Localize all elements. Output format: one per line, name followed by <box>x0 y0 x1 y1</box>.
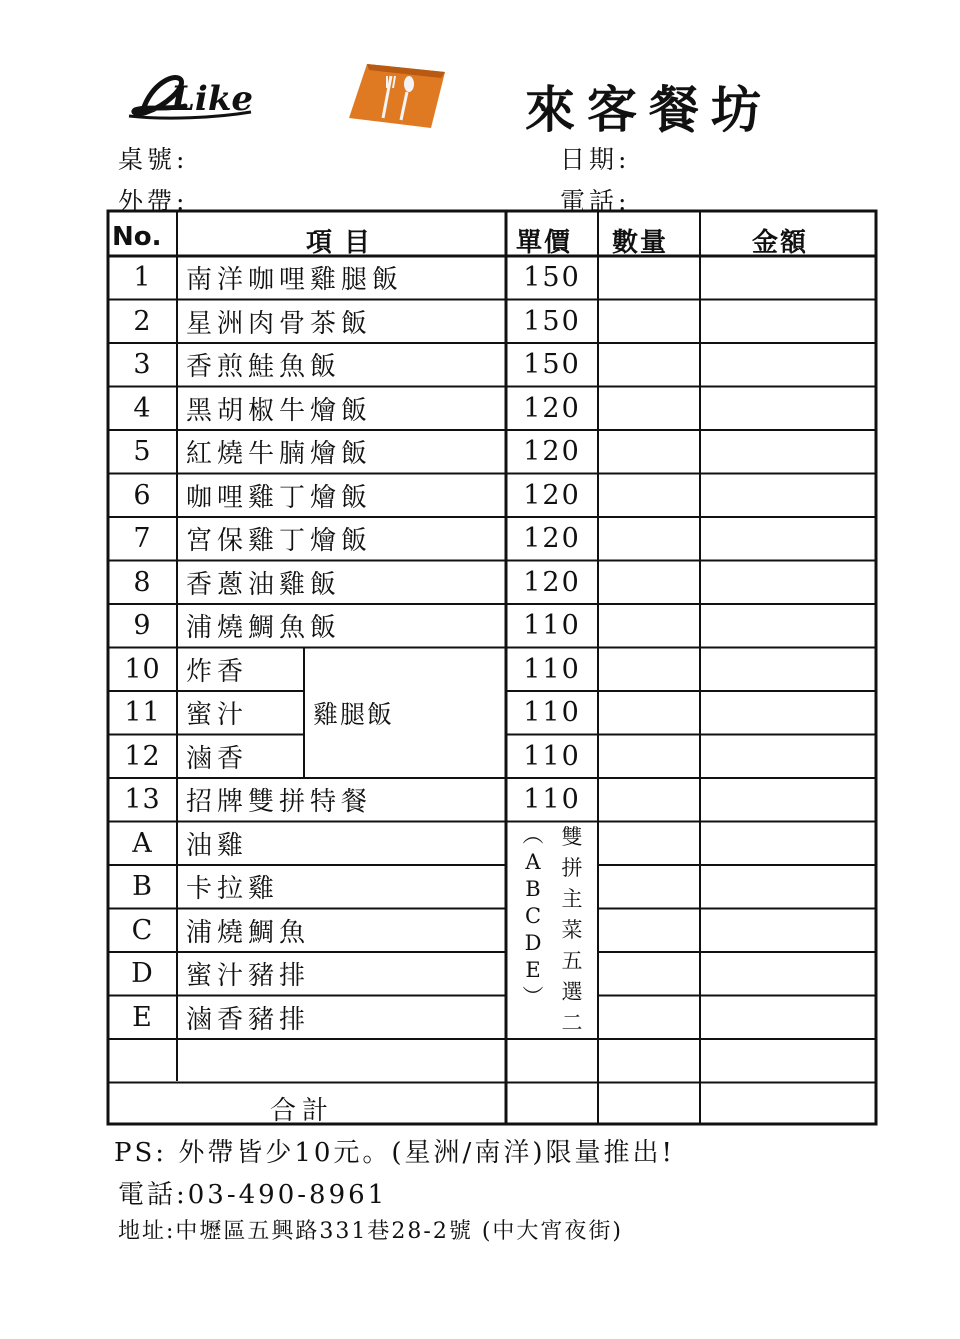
row-price: 110 <box>523 610 581 642</box>
combo-char: 雙 <box>561 825 583 849</box>
combo-note-letters <box>520 822 546 1011</box>
footer-address: 地址:中壢區五興路331巷28-2號 (中大宵夜街) <box>118 1219 623 1244</box>
row-number: B <box>132 871 153 903</box>
logo-text: Like <box>171 79 254 119</box>
row-number: 8 <box>133 566 152 598</box>
combo-char: 五 <box>561 949 583 973</box>
col-header-item: 項目 <box>306 228 383 258</box>
date-label: 日期: <box>560 145 631 174</box>
combo-char: 菜 <box>561 918 583 942</box>
row-item-name: 油雞 <box>186 830 249 861</box>
row-number: 4 <box>133 392 152 424</box>
col-header-amount: 金額 <box>752 228 809 258</box>
combo-char: 選 <box>561 980 583 1004</box>
col-header-price: 單價 <box>516 228 573 258</box>
row-number: 9 <box>133 610 152 642</box>
row-price: 120 <box>523 479 581 511</box>
row-item-name: 咖哩雞丁燴飯 <box>186 482 373 513</box>
combo-letter: D <box>524 931 542 955</box>
row-number: E <box>132 1001 153 1033</box>
combo-letter: B <box>525 877 541 901</box>
combo-letter: ︶ <box>522 985 544 1009</box>
shop-name: 來客餐坊 <box>525 80 773 139</box>
col-header-no: No. <box>112 222 162 252</box>
row-price: 110 <box>523 740 581 772</box>
row-item-name: 浦燒鯛魚飯 <box>186 613 342 644</box>
row-price: 120 <box>523 566 581 598</box>
row-item-name: 炸香 <box>186 656 249 687</box>
row-number: 6 <box>133 479 152 511</box>
combo-char: 二 <box>561 1011 583 1035</box>
combo-char: 主 <box>561 887 583 911</box>
combo-letter: ︵ <box>522 823 544 847</box>
phone-label: 電話: <box>560 187 631 216</box>
row-price: 110 <box>523 697 581 729</box>
combo-letter: E <box>525 958 541 982</box>
combo-letter: C <box>524 904 542 928</box>
row-number: D <box>131 958 154 990</box>
row-item-name: 卡拉雞 <box>186 874 280 905</box>
row-item-name: 南洋咖哩雞腿飯 <box>186 265 404 296</box>
row-item-name: 黑胡椒牛燴飯 <box>186 395 373 426</box>
row-price: 150 <box>523 262 581 294</box>
row-item-name: 蜜汁 <box>186 700 249 731</box>
row-item-name: 宮保雞丁燴飯 <box>186 526 373 557</box>
row-item-name: 香蔥油雞飯 <box>186 569 342 600</box>
row-price: 110 <box>523 653 581 685</box>
row-number: 11 <box>124 697 161 729</box>
footer-note: PS: 外帶皆少10元。(星洲/南洋)限量推出! <box>114 1138 675 1168</box>
drumstick-group-label: 雞腿飯 <box>313 700 395 729</box>
row-item-name: 滷香豬排 <box>186 1004 311 1035</box>
row-number: 2 <box>133 305 152 337</box>
row-item-name: 浦燒鯛魚 <box>186 917 311 948</box>
row-price: 150 <box>523 305 581 337</box>
row-price: 120 <box>523 392 581 424</box>
row-number: 7 <box>133 523 152 555</box>
row-number: 5 <box>133 436 152 468</box>
combo-char: 拼 <box>561 856 583 880</box>
footer-phone: 電話:03-490-8961 <box>118 1180 388 1210</box>
row-item-name: 香煎鮭魚飯 <box>186 352 342 383</box>
total-label: 合計 <box>270 1095 335 1126</box>
row-number: 1 <box>133 262 152 294</box>
takeout-label: 外帶: <box>118 187 189 216</box>
row-price: 120 <box>523 523 581 555</box>
row-item-name: 滷香 <box>186 743 249 774</box>
row-number: 3 <box>133 349 152 381</box>
row-number: 12 <box>124 740 161 772</box>
row-item-name: 星洲肉骨茶飯 <box>186 308 373 339</box>
row-number: 10 <box>124 653 161 685</box>
row-price: 120 <box>523 436 581 468</box>
row-item-name: 蜜汁豬排 <box>186 961 311 992</box>
row-number: A <box>132 827 153 859</box>
combo-letter: A <box>525 850 541 874</box>
row-price: 150 <box>523 349 581 381</box>
row-item-name: 招牌雙拼特餐 <box>186 787 373 818</box>
row-price: 110 <box>523 784 581 816</box>
table-number-label: 桌號: <box>118 145 189 174</box>
combo-note-text <box>558 822 586 1039</box>
row-number: 13 <box>124 784 161 816</box>
col-header-qty: 數量 <box>612 228 669 258</box>
row-item-name: 紅燒牛腩燴飯 <box>186 439 373 470</box>
row-number: C <box>131 914 154 946</box>
